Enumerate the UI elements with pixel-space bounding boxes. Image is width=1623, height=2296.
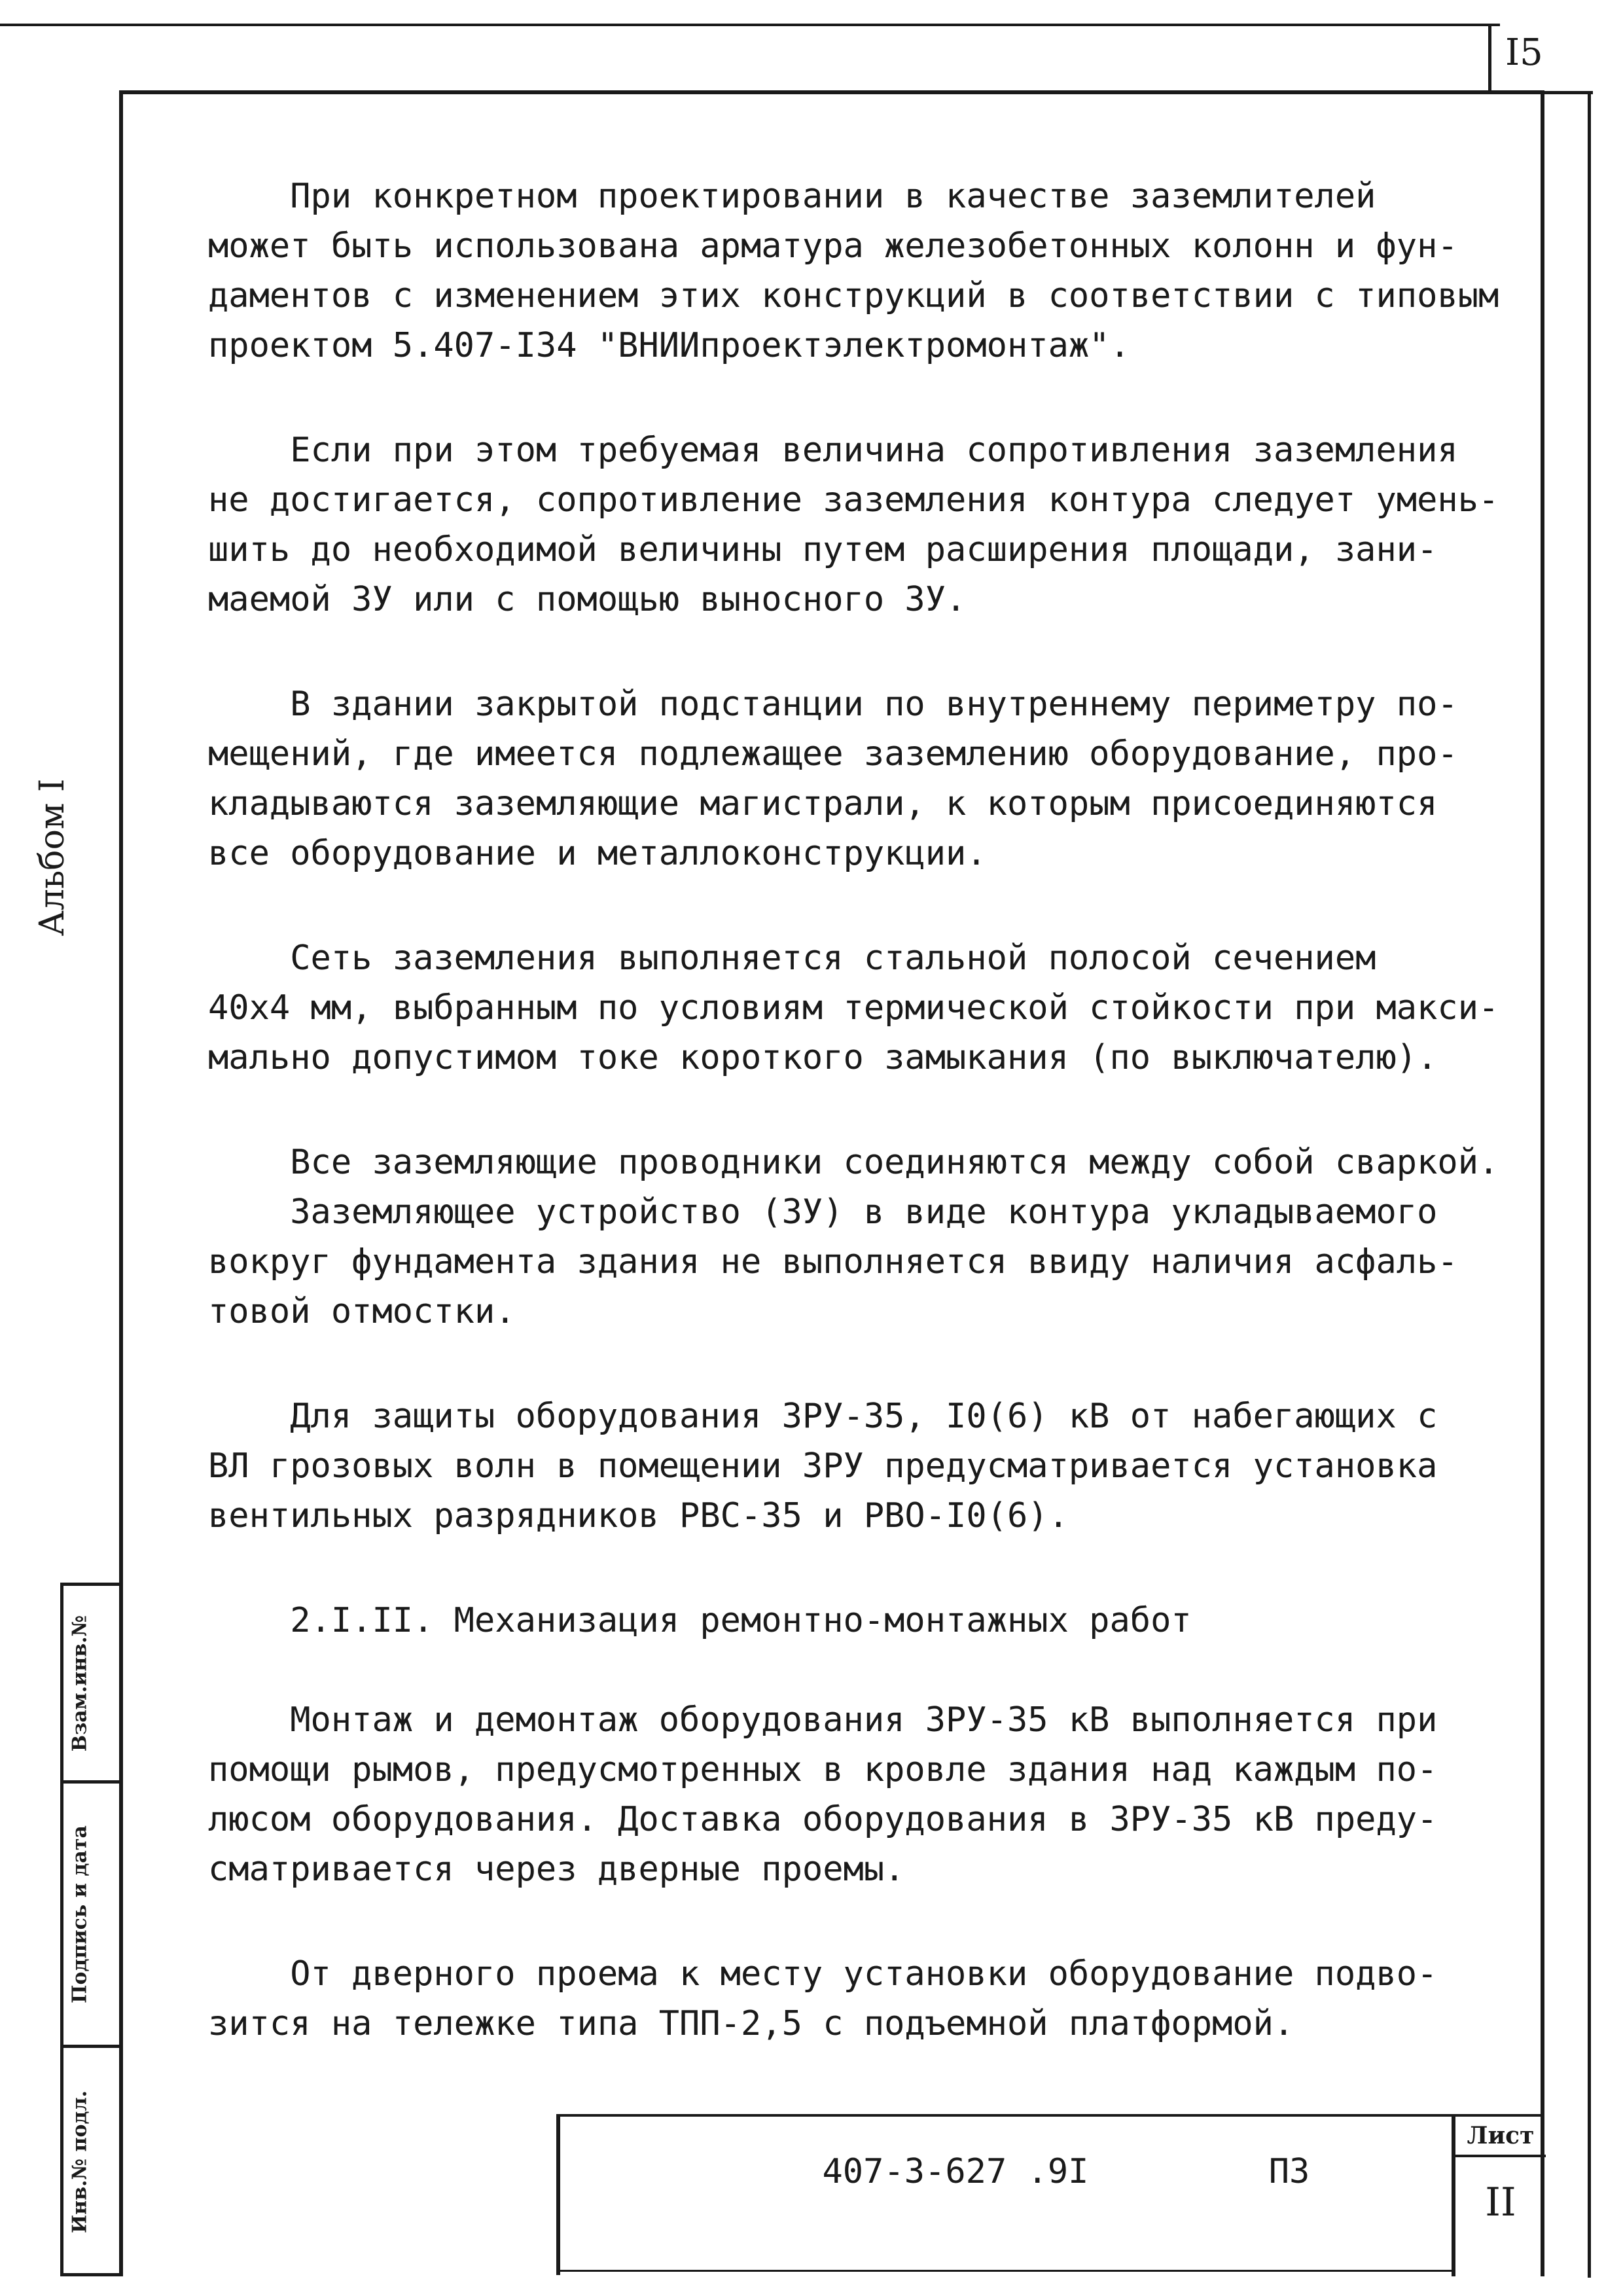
- album-label-container: [13, 753, 92, 962]
- section-heading-mechanization: 2.I.II. Механизация ремонтно-монтажных работ: [208, 1601, 1192, 1640]
- paragraph-welding: Все заземляющие проводники соединяются между собой сваркой. Заземляющее устройство (ЗУ) в виде контура укладываемого вокруг фундамента здания не выполняется ввиду наличия асфаль- товой отмостки.: [208, 1143, 1499, 1331]
- stamp-divider: [60, 1780, 119, 1784]
- paragraph-surge-protection: Для защиты оборудования ЗРУ-35, I0(6) кВ от набегающих с ВЛ грозовых волн в помещении ЗРУ предусматривается установка вентильных разрядников РВС-35 и РВО-I0(6).: [208, 1397, 1438, 1535]
- stamp-divider: [60, 2045, 119, 2048]
- sheet-number: II: [1485, 2179, 1516, 2225]
- stamp-label-original-inventory: Инв.№ подл.: [68, 2090, 92, 2234]
- paragraph-grounding-mains: В здании закрытой подстанции по внутреннему периметру по- мещений, где имеется подлежащее заземлению оборудование, про- кладываются заземляющие магистрали, к которым присоединяются все оборудование и металлоконструкции.: [208, 685, 1458, 873]
- document-type: ПЗ: [1268, 2152, 1310, 2191]
- stamp-label-signature-date: Подпись и дата: [68, 1825, 92, 2003]
- title-block-bottom-border: [556, 2270, 1455, 2272]
- album-label: Альбом I: [33, 778, 72, 937]
- paragraph-grounding-electrodes: При конкретном проектировании в качестве заземлителей может быть использована арматура железобетонных колонн и фун- даментов с изменением этих конструкций в соответствии с типовым проектом 5.407-I34 "ВНИИпроектэлектромонтаж".: [208, 177, 1499, 365]
- document-code: 407-3-627 .9I: [822, 2152, 1089, 2191]
- stamp-label-replacement-inventory: Взам.инв.№: [68, 1615, 92, 1752]
- title-block-left-border: [556, 2114, 560, 2275]
- header-rule: [0, 24, 1500, 26]
- stamp-cell-original-inventory: [60, 2049, 99, 2275]
- stamp-cell-signature-date: [60, 1784, 99, 2045]
- sheet-label: Лист: [1467, 2122, 1535, 2149]
- right-border-line: [1588, 92, 1591, 2278]
- stamp-cell-replacement-inventory: [60, 1587, 99, 1780]
- page-number: I5: [1505, 31, 1543, 74]
- document-body: [208, 171, 1543, 2049]
- sheet-box-divider: [1452, 2155, 1546, 2157]
- paragraph-installation: Монтаж и демонтаж оборудования ЗРУ-35 кВ выполняется при помощи рымов, предусмотренных в кровле здания над каждым по- люсом оборудования. Доставка оборудования в ЗРУ-35 кВ преду- сматривается через дверные проемы.: [208, 1700, 1438, 1889]
- paragraph-resistance: Если при этом требуемая величина сопротивления заземления не достигается, сопротивление заземления контура следует умень- шить до необходимой величины путем расширения площади, зани- маемой ЗУ или с помощью выносного ЗУ.: [208, 431, 1499, 619]
- paragraph-grounding-network: Сеть заземления выполняется стальной полосой сечением 40х4 мм, выбранным по условиям термической стойкости при макси- мально допустимом токе короткого замыкания (по выключателю).: [208, 939, 1499, 1077]
- paragraph-trolley: От дверного проема к месту установки оборудование подво- зится на тележке типа ТПП-2,5 с подъемной платформой.: [208, 1954, 1438, 2043]
- title-block-top-border: [556, 2114, 1544, 2117]
